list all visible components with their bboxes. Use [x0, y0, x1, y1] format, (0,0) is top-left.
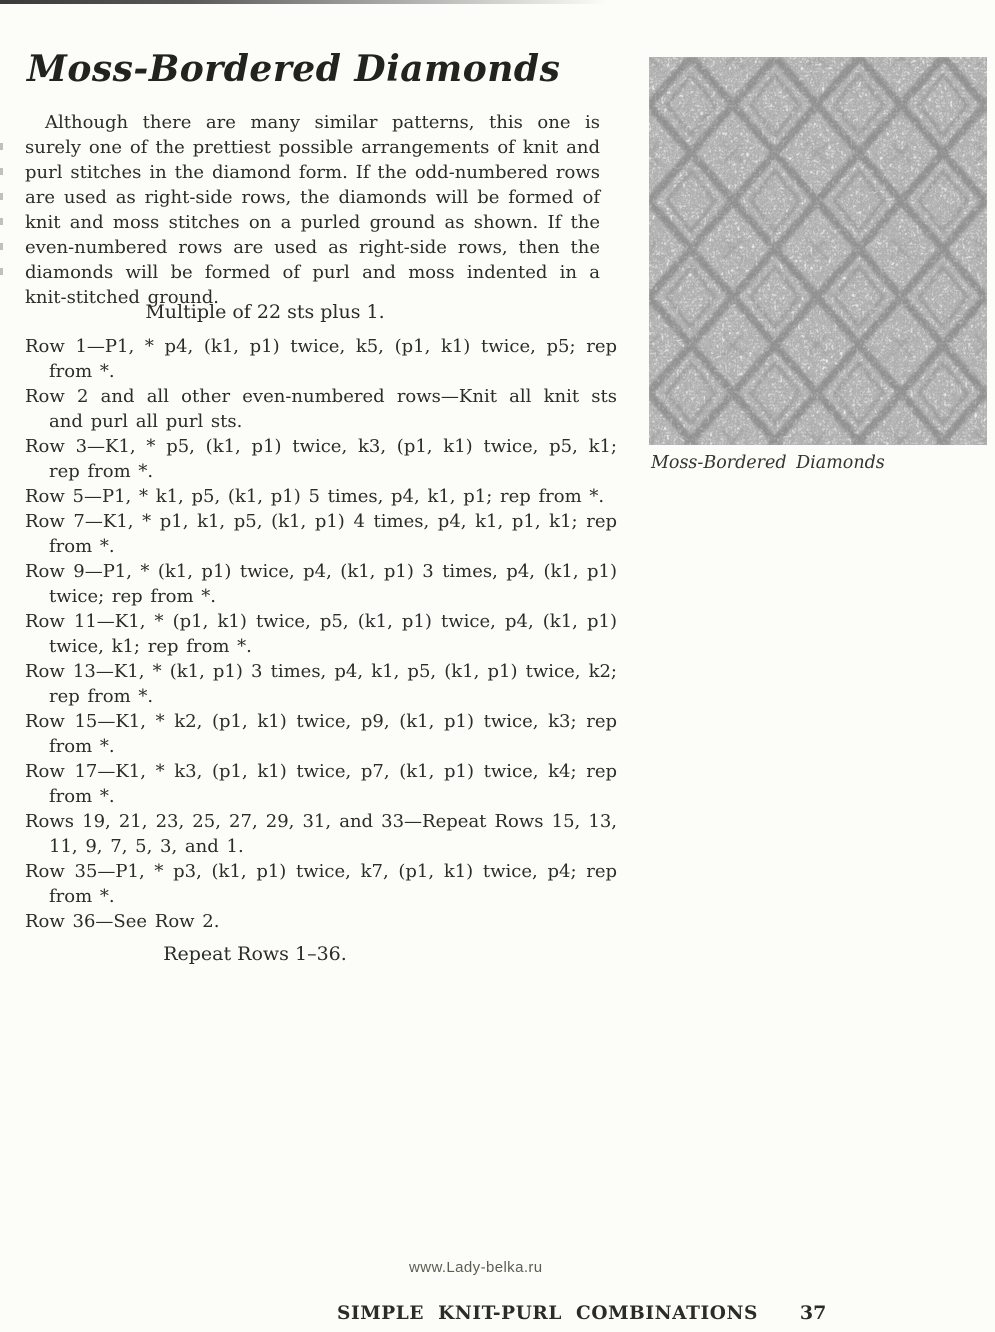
row-instruction: Row 1—P1, * p4, (k1, p1) twice, k5, (p1, k1) twice, p5; rep from *. [25, 336, 617, 382]
footer-section-title: SIMPLE KNIT-PURL COMBINATIONS [337, 1303, 758, 1324]
pattern-photo-figure [649, 57, 987, 473]
page-number: 37 [799, 1302, 827, 1324]
pattern-title: Moss-Bordered Diamonds [27, 48, 561, 90]
row-instruction: Row 9—P1, * (k1, p1) twice, p4, (k1, p1) 3 times, p4, (k1, p1) twice; rep from *. [25, 561, 617, 607]
row-instruction: Row 17—K1, * k3, (p1, k1) twice, p7, (k1, p1) twice, k4; rep from *. [25, 761, 617, 807]
page-footer [337, 1302, 826, 1324]
knit-texture-graphic [649, 57, 987, 445]
stitch-multiple-note: Multiple of 22 sts plus 1. [145, 301, 385, 323]
intro-paragraph: Although there are many similar patterns, this one is surely one of the prettiest possible arrangements of knit and purl stitches in the diamond form. If the odd-numbered rows are used as right-side rows, the diamonds will be formed of knit and moss stitches on a purled ground as shown. If the even-numbered rows are used as right-side rows, then the diamonds will be formed of purl and moss indented in a knit-stitched ground. [25, 112, 600, 308]
row-instruction: Row 36—See Row 2. [25, 911, 220, 932]
row-instruction: Row 2 and all other even-numbered rows—Knit all knit sts and purl all purl sts. [25, 386, 617, 432]
repeat-note: Repeat Rows 1–36. [163, 943, 347, 965]
scan-artifact-top-edge [0, 0, 640, 4]
row-instruction: Row 5—P1, * k1, p5, (k1, p1) 5 times, p4, k1, p1; rep from *. [25, 486, 605, 507]
row-instruction: Row 13—K1, * (k1, p1) 3 times, p4, k1, p5, (k1, p1) twice, k2; rep from *. [25, 661, 617, 707]
row-instruction: Row 3—K1, * p5, (k1, p1) twice, k3, (p1, k1) twice, p5, k1; rep from *. [25, 436, 617, 482]
scan-artifact-left-edge [0, 0, 4, 1332]
row-instruction: Row 7—K1, * p1, k1, p5, (k1, p1) 4 times, p4, k1, p1, k1; rep from *. [25, 511, 617, 557]
row-instruction: Rows 19, 21, 23, 25, 27, 29, 31, and 33—Repeat Rows 15, 13, 11, 9, 7, 5, 3, and 1. [25, 811, 617, 857]
row-instructions-list [25, 334, 617, 934]
photo-caption: Moss-Bordered Diamonds [651, 453, 885, 473]
watermark-url: www.Lady-belka.ru [409, 1259, 543, 1276]
row-instruction: Row 11—K1, * (p1, k1) twice, p5, (k1, p1) twice, p4, (k1, p1) twice, k1; rep from *. [25, 611, 617, 657]
row-instruction: Row 15—K1, * k2, (p1, k1) twice, p9, (k1, p1) twice, k3; rep from *. [25, 711, 617, 757]
knit-swatch-photo [649, 57, 987, 445]
row-instruction: Row 35—P1, * p3, (k1, p1) twice, k7, (p1, k1) twice, p4; rep from *. [25, 861, 617, 907]
